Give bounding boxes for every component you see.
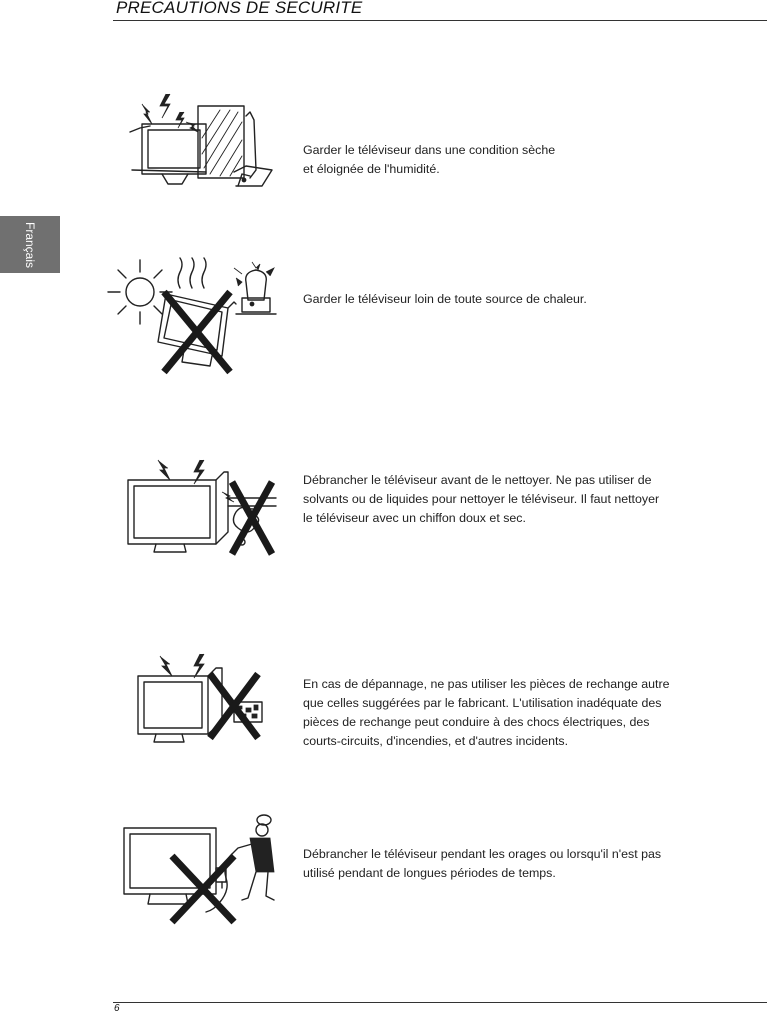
footer-divider — [113, 1002, 767, 1003]
precaution-line: et éloignée de l'humidité. — [303, 162, 440, 176]
replacement-parts-warning-icon — [134, 652, 274, 752]
storm-unplug-warning-icon — [118, 812, 284, 924]
title-divider — [113, 20, 767, 21]
cleaning-warning-icon — [124, 458, 280, 558]
precaution-line: Garder le téléviseur loin de toute source de chaleur. — [303, 292, 587, 306]
page-title: PRECAUTIONS DE SECURITE — [116, 0, 363, 17]
precaution-line: utilisé pendant de longues périodes de temps. — [303, 866, 556, 880]
precaution-text-heat — [303, 290, 743, 309]
precaution-text-replacement-parts — [303, 675, 743, 751]
precaution-line: le téléviseur avec un chiffon doux et sec. — [303, 511, 526, 525]
precaution-line: courts-circuits, d'incendies, et d'autres incidents. — [303, 734, 569, 748]
language-tab-label: Français — [22, 221, 37, 268]
language-tab — [0, 216, 60, 273]
precaution-line: Garder le téléviseur dans une condition sèche — [303, 143, 556, 157]
precaution-line: Débrancher le téléviseur pendant les orages ou lorsqu'il n'est pas — [303, 847, 662, 861]
precaution-line: pièces de rechange peut conduire à des chocs électriques, des — [303, 715, 650, 729]
precaution-line: En cas de dépannage, ne pas utiliser les pièces de rechange autre — [303, 677, 670, 691]
precaution-text-storm — [303, 845, 743, 883]
precaution-line: Débrancher le téléviseur avant de le nettoyer. Ne pas utiliser de — [303, 473, 652, 487]
page-number: 6 — [114, 1003, 120, 1014]
precaution-text-cleaning — [303, 471, 743, 528]
heat-source-warning-icon — [106, 258, 282, 378]
precaution-line: solvants ou de liquides pour nettoyer le téléviseur. Il faut nettoyer — [303, 492, 660, 506]
precaution-text-moisture — [303, 141, 743, 179]
moisture-warning-icon — [126, 92, 276, 197]
precaution-line: que celles suggérées par le fabricant. L'utilisation inadéquate des — [303, 696, 662, 710]
